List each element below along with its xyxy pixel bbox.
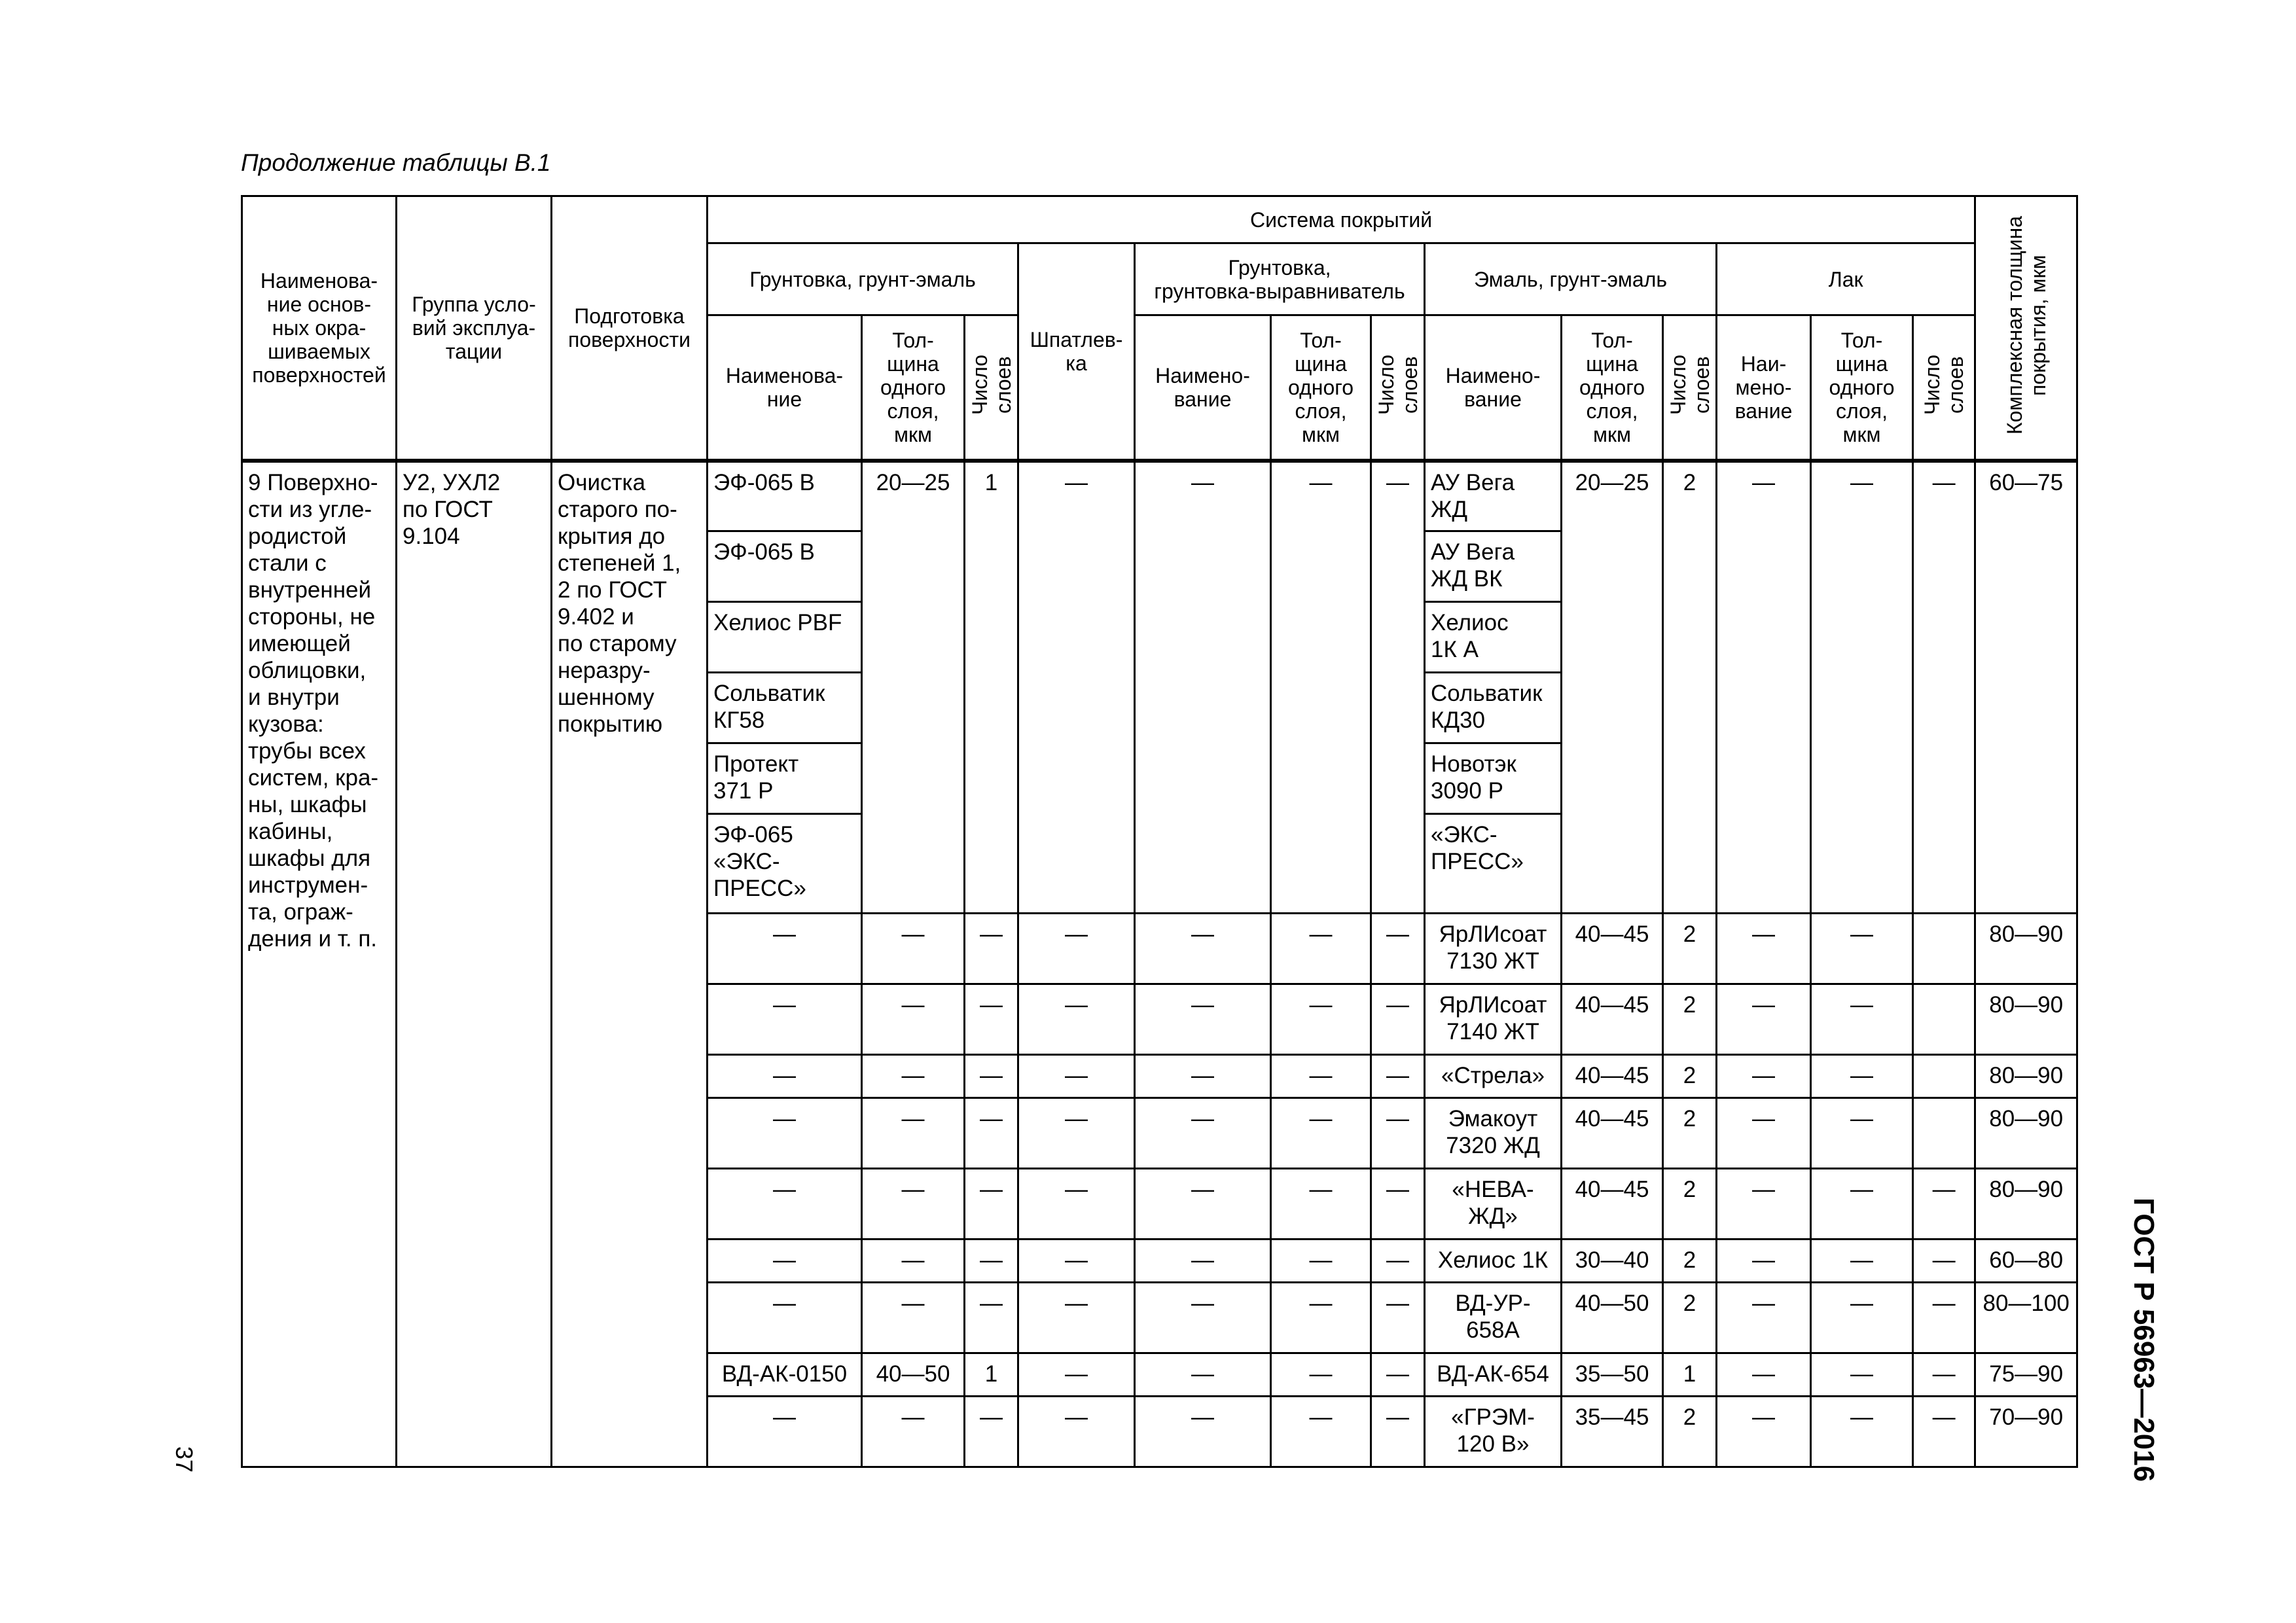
total-cell: 60—80 (1975, 1240, 2077, 1283)
prep-cell: Очистка старого по- крытия до степеней 1, 2 по ГОСТ 9.402 и по старому неразру- шенному покрытию (552, 461, 708, 1467)
primer-name: ЭФ-065 «ЭКС- ПРЕСС» (708, 814, 862, 914)
cell: — (1717, 1353, 1811, 1397)
cell: — (1913, 1353, 1975, 1397)
header-total: Комплексная толщина покрытия, мкм (1975, 196, 2077, 461)
surface-cell: 9 Поверхно- сти из угле- родистой стали с внутренней стороны, не имеющей облицовки, и внутри кузова: трубы всех систем, кра- ны, шкафы кабины, шкафы для инструмен- та, ограж- дения и т. п. (242, 461, 397, 1467)
cell: — (708, 984, 862, 1055)
enamel-thickness: 20—25 (1562, 461, 1663, 914)
cell: — (1018, 1169, 1135, 1240)
cell: — (1018, 1283, 1135, 1353)
cell: — (1018, 1397, 1135, 1467)
cell: — (1811, 1397, 1913, 1467)
primer-layers: 1 (965, 461, 1018, 914)
cell: — (1913, 1283, 1975, 1353)
enamel-name: «ГРЭМ- 120 В» (1425, 1397, 1562, 1467)
cell: 2 (1663, 1283, 1717, 1353)
header-enamel: Эмаль, грунт-эмаль (1425, 243, 1717, 315)
enamel-name: АУ Вега ЖД (1425, 461, 1562, 531)
total-cell: 80—100 (1975, 1283, 2077, 1353)
header-enamel-thickness: Тол- щина одного слоя, мкм (1562, 315, 1663, 461)
total-cell: 80—90 (1975, 1169, 2077, 1240)
cell: 2 (1663, 1240, 1717, 1283)
cell: — (1018, 1055, 1135, 1098)
putty: — (1018, 461, 1135, 914)
cell: — (1717, 1055, 1811, 1098)
cell: — (708, 1055, 862, 1098)
primer-name: Протект 371 Р (708, 743, 862, 814)
cell: 40—45 (1562, 1169, 1663, 1240)
cell: 2 (1663, 1397, 1717, 1467)
cell (1913, 1098, 1975, 1169)
cell: — (965, 1397, 1018, 1467)
cell: — (1271, 1283, 1371, 1353)
cell: — (1018, 914, 1135, 984)
primer-name: Хелиос PBF (708, 602, 862, 673)
cell: — (1717, 1397, 1811, 1467)
cell: — (1811, 1240, 1913, 1283)
leveler-layers: — (1371, 461, 1425, 914)
primer-name: ЭФ-065 В (708, 461, 862, 531)
lacquer-name: — (1717, 461, 1811, 914)
cell: — (1271, 984, 1371, 1055)
cell: — (1811, 1098, 1913, 1169)
enamel-name: Сольватик КД30 (1425, 673, 1562, 743)
cell: 30—40 (1562, 1240, 1663, 1283)
cell: — (1717, 1283, 1811, 1353)
header-primer-name: Наименова- ние (708, 315, 862, 461)
cell: — (862, 1397, 965, 1467)
cell: 2 (1663, 1169, 1717, 1240)
cell: — (1018, 984, 1135, 1055)
cell: — (965, 914, 1018, 984)
cell: — (708, 1240, 862, 1283)
cell: — (1717, 984, 1811, 1055)
cell: — (1271, 1353, 1371, 1397)
total-cell: 80—90 (1975, 984, 2077, 1055)
header-lacquer: Лак (1717, 243, 1975, 315)
header-system: Система покрытий (708, 196, 1975, 243)
enamel-name: «НЕВА- ЖД» (1425, 1169, 1562, 1240)
cell: — (1371, 1055, 1425, 1098)
cell: — (1271, 914, 1371, 984)
cell: — (1018, 1353, 1135, 1397)
header-leveler-layers: Число слоев (1371, 315, 1425, 461)
lacquer-thickness: — (1811, 461, 1913, 914)
header-prep: Подготовка поверхности (552, 196, 708, 461)
coating-table (241, 195, 2078, 1468)
header-leveler-thickness: Тол- щина одного слоя, мкм (1271, 315, 1371, 461)
cell: — (862, 1055, 965, 1098)
cell: — (862, 914, 965, 984)
cell: — (1135, 1169, 1271, 1240)
cell: 1 (1663, 1353, 1717, 1397)
cell: 35—45 (1562, 1397, 1663, 1467)
cell: — (1271, 1098, 1371, 1169)
cell: — (1811, 1283, 1913, 1353)
cell: — (708, 1098, 862, 1169)
cell: — (1371, 1240, 1425, 1283)
enamel-name: Новотэк 3090 Р (1425, 743, 1562, 814)
cell (1913, 914, 1975, 984)
cell: — (1717, 1169, 1811, 1240)
total-cell: 75—90 (1975, 1353, 2077, 1397)
cell: — (1811, 1353, 1913, 1397)
total-cell: 70—90 (1975, 1397, 2077, 1467)
leveler-name: — (1135, 461, 1271, 914)
cell: 2 (1663, 1098, 1717, 1169)
cell: — (862, 1240, 965, 1283)
cell: — (1271, 1240, 1371, 1283)
header-primer: Грунтовка, грунт-эмаль (708, 243, 1018, 315)
cell: — (862, 984, 965, 1055)
cell: 40—50 (862, 1353, 965, 1397)
header-enamel-layers: Число слоев (1663, 315, 1717, 461)
cell: — (1135, 1283, 1271, 1353)
cell: — (1811, 1055, 1913, 1098)
primer-name: Сольватик КГ58 (708, 673, 862, 743)
cell: — (1717, 914, 1811, 984)
cell: — (1811, 914, 1913, 984)
enamel-name: ВД-УР- 658А (1425, 1283, 1562, 1353)
header-surfaces: Наименова- ние основ- ных окра- шиваемых поверхностей (242, 196, 397, 461)
cell: 2 (1663, 1055, 1717, 1098)
cell: 40—45 (1562, 1098, 1663, 1169)
cell: — (1371, 1169, 1425, 1240)
enamel-name: ЯрЛИсоат 7140 ЖТ (1425, 984, 1562, 1055)
header-primer-thickness: Тол- щина одного слоя, мкм (862, 315, 965, 461)
header-lacquer-name: Наи- мено- вание (1717, 315, 1811, 461)
cell: — (965, 1098, 1018, 1169)
cell: — (1135, 1353, 1271, 1397)
cell: — (1913, 1169, 1975, 1240)
lacquer-layers: — (1913, 461, 1975, 914)
cell: — (1371, 914, 1425, 984)
cell: 1 (965, 1353, 1018, 1397)
cell: — (1135, 1098, 1271, 1169)
primer-name: ЭФ-065 В (708, 531, 862, 602)
cell: 40—45 (1562, 984, 1663, 1055)
cell: — (1135, 1397, 1271, 1467)
cell: — (1135, 1240, 1271, 1283)
cell: — (1271, 1169, 1371, 1240)
cell: — (1913, 1397, 1975, 1467)
cell (1913, 984, 1975, 1055)
cell: — (1018, 1098, 1135, 1169)
header-lacquer-layers: Число слоев (1913, 315, 1975, 461)
total-thickness: 60—75 (1975, 461, 2077, 914)
cell: — (965, 1240, 1018, 1283)
total-cell: 80—90 (1975, 914, 2077, 984)
cell: — (862, 1098, 965, 1169)
cell (1913, 1055, 1975, 1098)
cell: — (1717, 1240, 1811, 1283)
cell: 40—45 (1562, 1055, 1663, 1098)
group-cell: У2, УХЛ2 по ГОСТ 9.104 (397, 461, 552, 1467)
page-number: 37 (171, 1446, 198, 1473)
enamel-name: «ЭКС- ПРЕСС» (1425, 814, 1562, 914)
cell: — (1371, 1353, 1425, 1397)
total-cell: 80—90 (1975, 1055, 2077, 1098)
enamel-name: Эмакоут 7320 ЖД (1425, 1098, 1562, 1169)
cell: — (1135, 984, 1271, 1055)
header-leveler: Грунтовка, грунтовка-выравниватель (1135, 243, 1425, 315)
enamel-name: Хелиос 1К А (1425, 602, 1562, 673)
cell: — (1717, 1098, 1811, 1169)
header-lacquer-thickness: Тол- щина одного слоя, мкм (1811, 315, 1913, 461)
cell: — (1811, 984, 1913, 1055)
cell: — (708, 1397, 862, 1467)
cell: ВД-АК-0150 (708, 1353, 862, 1397)
cell: — (1271, 1055, 1371, 1098)
cell: 2 (1663, 984, 1717, 1055)
cell: 2 (1663, 914, 1717, 984)
cell: — (1135, 1055, 1271, 1098)
cell: — (862, 1283, 965, 1353)
cell: — (1135, 914, 1271, 984)
header-group: Группа усло- вий эксплуа- тации (397, 196, 552, 461)
cell: — (708, 1283, 862, 1353)
cell: 40—45 (1562, 914, 1663, 984)
cell: — (965, 1055, 1018, 1098)
header-primer-layers: Число слоев (965, 315, 1018, 461)
cell: — (708, 914, 862, 984)
cell: — (1371, 1397, 1425, 1467)
cell: — (708, 1169, 862, 1240)
cell: — (965, 1169, 1018, 1240)
enamel-name: ЯрЛИсоат 7130 ЖТ (1425, 914, 1562, 984)
leveler-thickness: — (1271, 461, 1371, 914)
enamel-name: АУ Вега ЖД ВК (1425, 531, 1562, 602)
cell: — (1271, 1397, 1371, 1467)
cell: — (1371, 1098, 1425, 1169)
primer-thickness: 20—25 (862, 461, 965, 914)
cell: — (1371, 1283, 1425, 1353)
cell: — (1018, 1240, 1135, 1283)
cell: — (1371, 984, 1425, 1055)
header-putty: Шпатлев- ка (1018, 243, 1135, 461)
total-cell: 80—90 (1975, 1098, 2077, 1169)
standard-designation: ГОСТ Р 56963—2016 (2128, 1198, 2160, 1482)
cell: — (1811, 1169, 1913, 1240)
enamel-name: «Стрела» (1425, 1055, 1562, 1098)
header-leveler-name: Наимено- вание (1135, 315, 1271, 461)
cell: — (1913, 1240, 1975, 1283)
cell: — (965, 1283, 1018, 1353)
cell: 40—50 (1562, 1283, 1663, 1353)
enamel-layers: 2 (1663, 461, 1717, 914)
cell: 35—50 (1562, 1353, 1663, 1397)
enamel-name: Хелиос 1К (1425, 1240, 1562, 1283)
header-enamel-name: Наимено- вание (1425, 315, 1562, 461)
enamel-name: ВД-АК-654 (1425, 1353, 1562, 1397)
cell: — (862, 1169, 965, 1240)
table-caption: Продолжение таблицы В.1 (241, 149, 551, 176)
cell: — (965, 984, 1018, 1055)
